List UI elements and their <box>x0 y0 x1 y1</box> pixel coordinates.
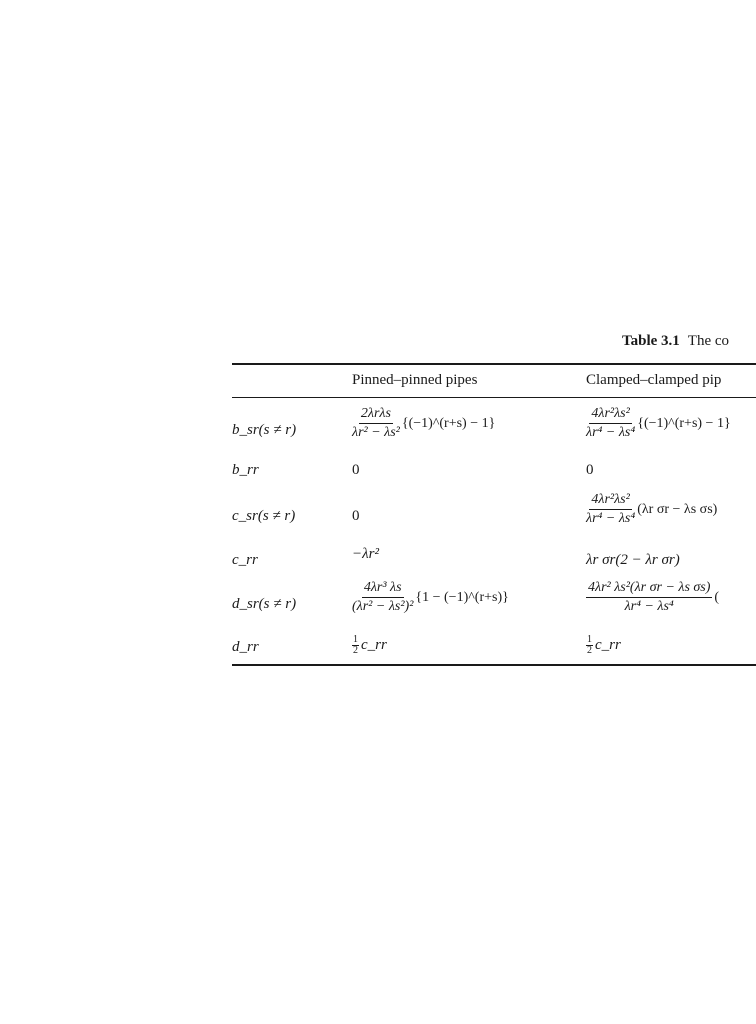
fraction-numerator: 4λr²λs² <box>589 492 631 510</box>
cell-drr-pinned <box>352 635 387 656</box>
row-label-dsr: d_sr(s ≠ r) <box>232 596 297 612</box>
fraction-numerator: 4λr²λs² <box>589 406 631 424</box>
cell-csr-clamped <box>586 492 717 527</box>
row-label-drr: d_rr <box>232 639 259 655</box>
column-header-clamped: Clamped–clamped pip <box>586 372 722 388</box>
table-header-rule <box>232 397 756 398</box>
fraction-denominator: λr⁴ − λs⁴ <box>586 425 636 440</box>
table-caption <box>622 333 729 350</box>
table-number: Table 3.1 <box>622 333 680 349</box>
table-title: The co <box>687 333 730 349</box>
formula-tail: ( <box>714 589 720 605</box>
formula-tail: {1 − (−1)^(r+s)} <box>415 589 509 605</box>
cell-crr-pinned: −λr² <box>352 546 379 562</box>
half-coefficient: $\frac{1}{2}$ <box>353 634 358 656</box>
row-label-crr: c_rr <box>232 552 258 568</box>
cell-dsr-clamped <box>586 580 719 615</box>
cell-drr-clamped <box>586 635 621 656</box>
cell-crr-clamped: λr σr(2 − λr σr) <box>586 552 680 568</box>
half-coefficient: $\frac{1}{2}$ <box>587 634 592 656</box>
cell-bsr-pinned <box>352 406 495 441</box>
cell-bsr-clamped <box>586 406 731 441</box>
table-bottom-rule <box>232 664 756 666</box>
fraction-numerator: 4λr³ λs <box>362 580 404 598</box>
cell-csr-pinned: 0 <box>352 508 360 524</box>
fraction-denominator: λr⁴ − λs⁴ <box>586 511 636 526</box>
table-top-rule <box>232 363 756 365</box>
crr-symbol: c_rr <box>595 636 621 653</box>
column-header-pinned: Pinned–pinned pipes <box>352 372 478 388</box>
cell-dsr-pinned <box>352 580 509 615</box>
row-label-csr: c_sr(s ≠ r) <box>232 508 296 524</box>
formula-tail: (λr σr − λs σs) <box>637 501 718 517</box>
row-label-bsr: b_sr(s ≠ r) <box>232 422 297 438</box>
formula-tail: {(−1)^(r+s) − 1} <box>401 415 496 431</box>
fraction-denominator: (λr² − λs²)² <box>352 599 414 614</box>
cell-brr-clamped: 0 <box>586 462 594 478</box>
fraction-numerator: 2λrλs <box>359 406 393 424</box>
row-label-brr: b_rr <box>232 462 259 478</box>
formula-tail: {(−1)^(r+s) − 1} <box>637 415 731 431</box>
fraction-denominator: λr² − λs² <box>352 425 400 440</box>
crr-symbol: c_rr <box>361 636 387 653</box>
cell-brr-pinned: 0 <box>352 462 360 478</box>
fraction-denominator: λr⁴ − λs⁴ <box>624 599 674 614</box>
fraction-numerator: 4λr² λs²(λr σr − λs σs) <box>586 580 712 598</box>
